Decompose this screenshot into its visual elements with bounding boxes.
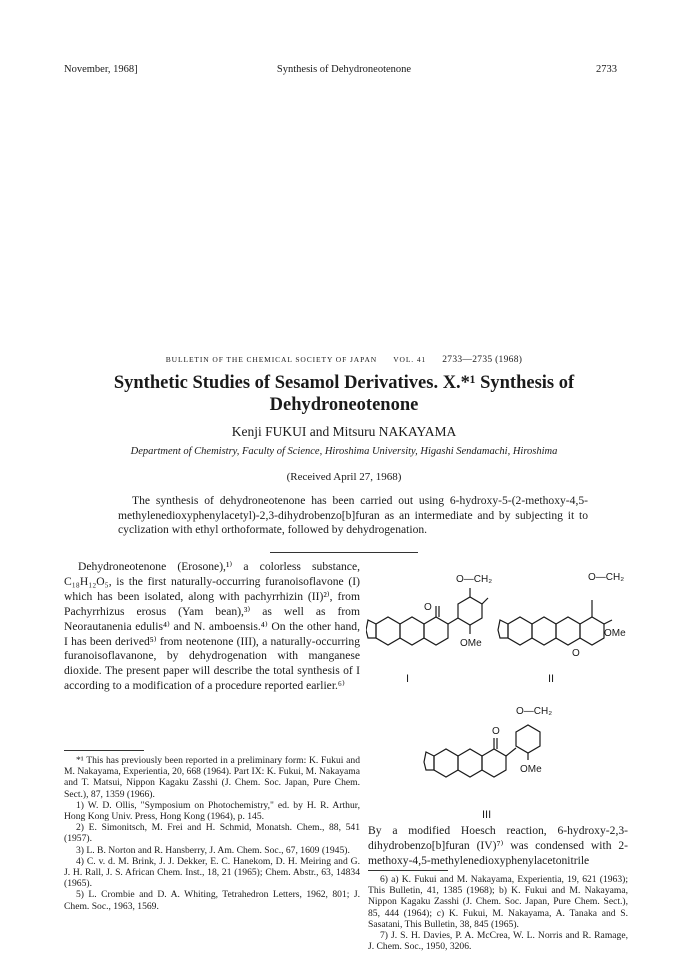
- footnote: 3) L. B. Norton and R. Hansberry, J. Am. Chem. Soc., 67, 1609 (1945).: [76, 844, 350, 856]
- chemical-structures-figure: [366, 560, 632, 822]
- methoxy-label: OMe: [520, 764, 542, 775]
- structure-label-I: I: [406, 673, 410, 685]
- footnote: 4) C. v. d. M. Brink, J. J. Dekker, E. C. Hanekom, D. H. Meiring and G. J. H. Rall, J. S. African Chem. Inst., 18, 21 (1965); Chem. Abstr., 63, 14834 (1965).: [64, 855, 360, 890]
- methylenedioxy-label: O—CH₂: [588, 572, 625, 583]
- structure-label-III: III: [482, 809, 492, 821]
- footnote: *¹ This has previously been reported in a preliminary form: K. Fukui and M. Nakayama, Experientia, 20, 668 (1964). Part IX: K. Fukui, M. Nakayama and T. Matsui, Nippon Kagaku Zasshi (J. Chem. Soc. Japan, Pure Chem. Sect.), 87, 1359 (1966).: [64, 755, 361, 800]
- footnote: 5) L. Crombie and D. A. Whiting, Tetrahedron Letters, 1962, 801; J. Chem. Soc., 1963, 1569.: [64, 889, 360, 912]
- authors: Kenji FUKUI and Mitsuru NAKAYAMA: [231, 424, 457, 439]
- methoxy-label: OMe: [604, 628, 626, 639]
- footnote: 1) W. D. Ollis, "Symposium on Photochemistry," ed. by H. R. Arthur, Hong Kong Univ. Press, Hong Kong (1964), p. 145.: [64, 799, 360, 823]
- reference: 7) J. S. H. Davies, P. A. McCrea, W. L. Norris and R. Ramage, J. Chem. Soc., 1950, 3206.: [368, 930, 628, 953]
- methoxy-label: OMe: [460, 638, 482, 649]
- title-line-2: Dehydroneotenone: [269, 395, 419, 415]
- body-left-column: [64, 560, 360, 694]
- journal-volume: VOL. 41: [393, 355, 427, 364]
- carbonyl-o-label: O: [572, 648, 580, 659]
- title-line-1: Synthetic Studies of Sesamol Derivatives. X.*¹ Synthesis of: [113, 373, 575, 393]
- references-right: [368, 874, 628, 952]
- page-number: 2733: [596, 64, 617, 75]
- abstract: The synthesis of dehydroneotenone has been carried out using 6-hydroxy-5-(2-methoxy-4,5-methylenedioxyphenylacetyl)-2,3-dihydrobenzo[b]furan as an intermediate and by subjecting it to cyclization with ethyl orthoformate, followed by dehydrogenation.: [118, 494, 588, 536]
- reference: 6) a) K. Fukui and M. Nakayama, Experientia, 19, 621 (1963); This Bulletin, 41, 1385 (1968); b) K. Fukui and M. Nakayama, Nippon Kagaku Zasshi (J. Chem. Soc. Japan, Pure Chem. Sect.), 85, 444 (1964); c) K. Fukui, M. Nakayama, A. Tanaka and S. Sasatani, This Bulletin, 38, 845 (1965).: [368, 874, 628, 930]
- footnote-divider-right: [368, 870, 448, 871]
- structure-II: [498, 600, 612, 645]
- carbonyl-o-label: O: [492, 726, 500, 737]
- journal-name: BULLETIN OF THE CHEMICAL SOCIETY OF JAPAN: [165, 355, 378, 364]
- footnotes-left: [64, 755, 360, 912]
- running-head-title: Synthesis of Dehydroneotenone: [276, 64, 412, 75]
- methylenedioxy-label: O—CH₂: [516, 706, 553, 717]
- methylenedioxy-label: O—CH₂: [456, 574, 493, 585]
- affiliation: Department of Chemistry, Faculty of Science, Hiroshima University, Higashi Sendamachi, Hiroshima: [130, 446, 558, 457]
- article-title: [62, 372, 626, 416]
- carbonyl-o-label: O: [424, 602, 432, 613]
- structure-label-II: II: [548, 673, 555, 685]
- received-date: (Received April 27, 1968): [286, 471, 402, 483]
- footnote-divider: [64, 750, 144, 751]
- body-right-column: By a modified Hoesch reaction, 6-hydroxy-2,3-dihydrobenzo[b]furan (IV)⁷⁾ was condensed with 2-methoxy-4,5-methylenedioxyphenylacetonitrile: [368, 824, 628, 867]
- running-head-left: November, 1968]: [64, 64, 138, 75]
- structure-I: [366, 588, 488, 645]
- body-paragraph-1: Dehydroneotenone (Erosone),¹⁾ a colorless substance, C₁₈H₁₂O₅, is the first naturally-occurring furanoisoflavone (I) which has been isolated, along with pachyrrhizin (II)²⁾, from Pachyrrhizus erosus (Yam bean),³⁾ as well as from Neorautanenia edulis⁴⁾ and N. amboensis.⁴⁾ On the other hand, I has been derived⁵⁾ from neotenone (III), a naturally-occurring furanoisoflavanone, by dehydrogenation with manganese dioxide. The present paper will describe the total synthesis of I according to a modification of a procedure reported earlier.⁶⁾: [64, 560, 360, 693]
- section-divider: [270, 552, 418, 553]
- journal-line: [62, 355, 626, 365]
- journal-pages: 2733—2735 (1968): [442, 355, 523, 365]
- footnote: 2) E. Simonitsch, M. Frei and H. Schmid, Monatsh. Chem., 88, 541 (1957).: [64, 822, 360, 845]
